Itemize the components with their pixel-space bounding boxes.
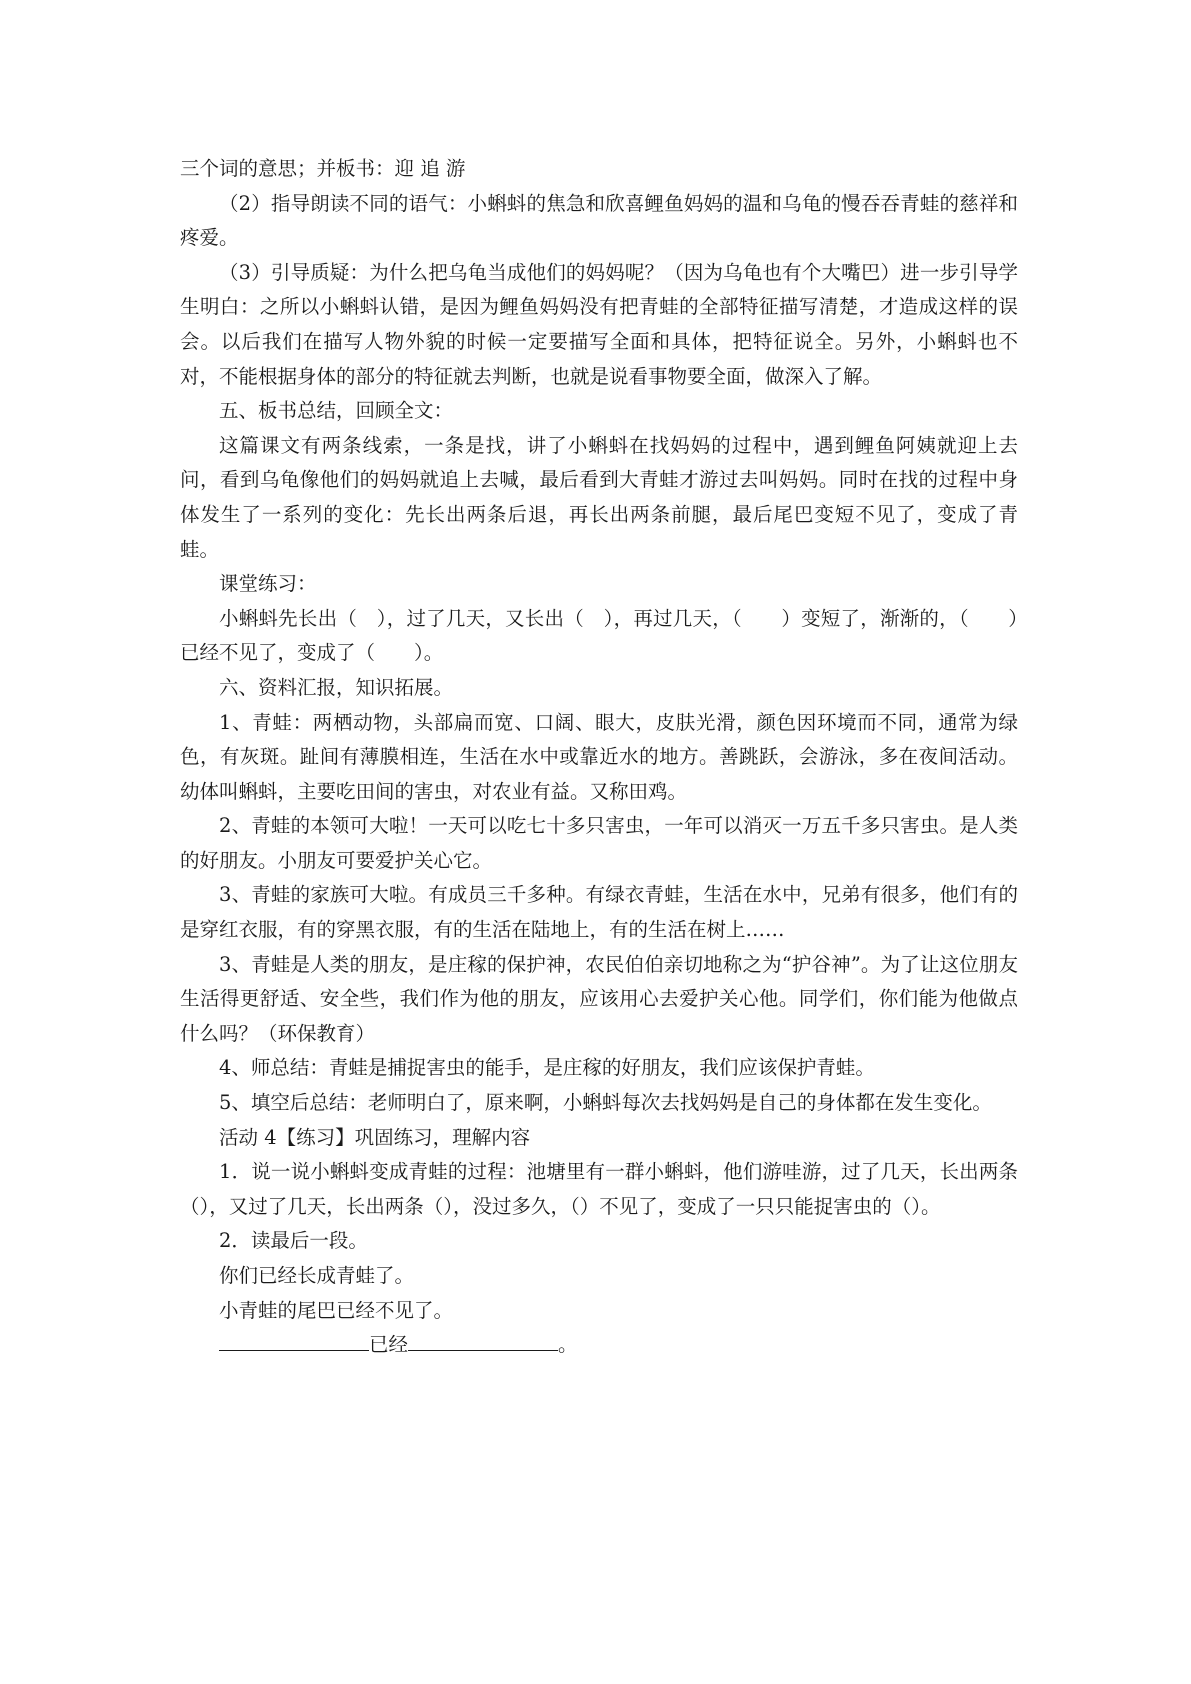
paragraph-summary: 这篇课文有两条线索，一条是找，讲了小蝌蚪在找妈妈的过程中，遇到鲤鱼阿姨就迎上去问，看到乌龟像他们的妈妈就追上去喊，最后看到大青蛙才游过去叫妈妈。同时在找的过程中身体发生了一系列的变化：先长出两条后退，再长出两条前腿，最后尾巴变短不见了，变成了青蛙。	[180, 433, 1018, 561]
fill-blank-2	[408, 1330, 558, 1351]
paragraph-frog-3: 3、青蛙的家族可大啦。有成员三千多种。有绿衣青蛙，生活在水中，兄弟有很多，他们有的是穿红衣服，有的穿黑衣服，有的生活在陆地上，有的生活在树上……	[180, 883, 1018, 942]
paragraph-sentence-2: 小青蛙的尾巴已经不见了。	[219, 1298, 454, 1322]
paragraph-questioning: （3）引导质疑：为什么把乌龟当成他们的妈妈呢？（因为乌龟也有个大嘴巴）进一步引导学生明白：之所以小蝌蚪认错，是因为鲤鱼妈妈没有把青蛙的全部特征描写清楚，才造成这样的误会。以后我们在描写人物外貌的时候一定要描写全面和具体，把特征说全。另外，小蝌蚪也不对，不能根据身体的部分的特征就去判断，也就是说看事物要全面，做深入了解。	[180, 260, 1018, 388]
paragraph-sentence-1: 你们已经长成青蛙了。	[219, 1264, 415, 1287]
fill-line-end: 。	[558, 1333, 578, 1357]
paragraph-frog-5: 5、填空后总结：老师明白了，原来啊，小蝌蚪每次去找妈妈是自己的身体都在发生变化。	[219, 1091, 992, 1115]
paragraph-frog-2: 2、青蛙的本领可大啦！一天可以吃七十多只害虫，一年可以消灭一万五千多只害虫。是人类的好朋友。小朋友可要爱护关心它。	[180, 814, 1018, 872]
fill-in-line	[180, 1328, 1018, 1363]
document-page	[180, 152, 1018, 1363]
section-heading-extension: 六、资料汇报，知识拓展。	[219, 675, 454, 699]
paragraph-activity-1: 1．说一说小蝌蚪变成青蛙的过程：池塘里有一群小蝌蚪，他们游哇游，过了几天，长出两条（），又过了几天，长出两条（），没过多久，（）不见了，变成了一只只能捉害虫的（）。	[180, 1160, 1018, 1218]
section-heading-activity-4: 活动 4【练习】巩固练习，理解内容	[219, 1125, 531, 1149]
paragraph-exercise: 小蝌蚪先长出（ ），过了几天，又长出（ ），再过几天，（ ）变短了，渐渐的，（ ）已经不见了，变成了（ ）。	[180, 606, 1018, 665]
section-heading-summary: 五、板书总结，回顾全文：	[219, 399, 454, 423]
paragraph-frog-4: 4、师总结：青蛙是捕捉害虫的能手，是庄稼的好朋友，我们应该保护青蛙。	[219, 1056, 875, 1080]
fill-blank-1	[219, 1330, 369, 1351]
paragraph-frog-1: 1、青蛙：两栖动物，头部扁而宽、口阔、眼大，皮肤光滑，颜色因环境而不同，通常为绿色，有灰斑。趾间有薄膜相连，生活在水中或靠近水的地方。善跳跃，会游泳，多在夜间活动。幼体叫蝌蚪，主要吃田间的害虫，对农业有益。又称田鸡。	[180, 710, 1018, 803]
fill-line-middle: 已经	[369, 1333, 409, 1357]
section-heading-exercise: 课堂练习：	[219, 572, 317, 596]
paragraph-reading-guide: （2）指导朗读不同的语气：小蝌蚪的焦急和欣喜鲤鱼妈妈的温和乌龟的慢吞吞青蛙的慈祥和疼爱。	[180, 191, 1018, 250]
paragraph-intro: 三个词的意思；并板书：迎 追 游	[180, 157, 466, 180]
paragraph-frog-3b: 3、青蛙是人类的朋友，是庄稼的保护神，农民伯伯亲切地称之为“护谷神”。为了让这位朋友生活得更舒适、安全些，我们作为他的朋友，应该用心去爱护关心他。同学们，你们能为他做点什么吗？（环保教育）	[180, 952, 1018, 1045]
paragraph-activity-2: 2．读最后一段。	[219, 1229, 368, 1253]
